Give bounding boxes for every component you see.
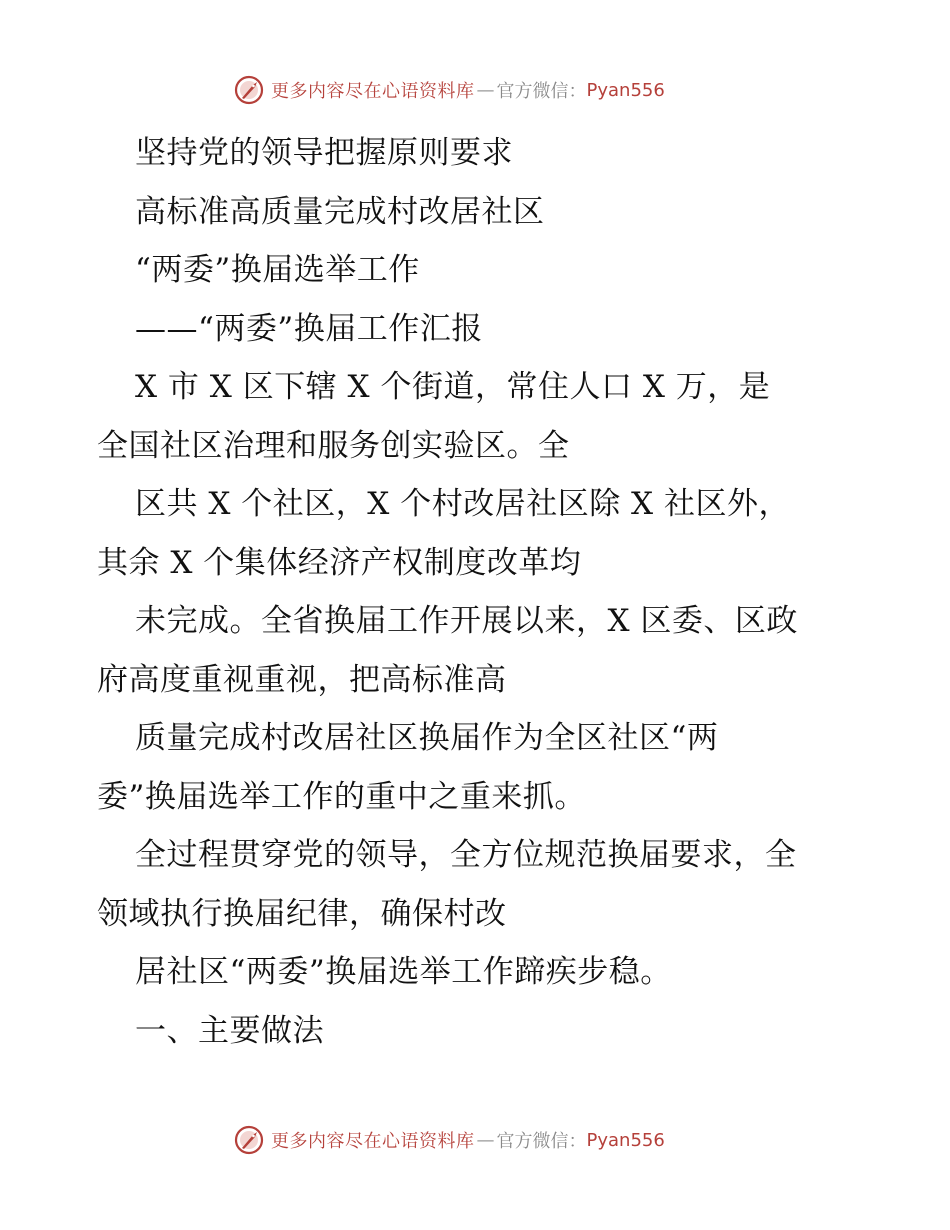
paragraph-line: 未完成。全省换届工作开展以来，X 区委、区政 bbox=[135, 603, 798, 639]
pen-nib-circle-icon bbox=[233, 1124, 265, 1156]
title-line-2: 高标准高质量完成村改居社区 bbox=[135, 193, 545, 230]
paragraph-line: 其余 X 个集体经济产权制度改革均 bbox=[97, 544, 582, 581]
paragraph-line: 领域执行换届纪律，确保村改 bbox=[97, 895, 507, 932]
paragraph-line: 府高度重视重视，把高标准高 bbox=[97, 661, 507, 698]
subtitle-line: ——“两委”换届工作汇报 bbox=[135, 310, 483, 347]
paragraph-line: 全过程贯穿党的领导，全方位规范换届要求，全 bbox=[135, 837, 797, 873]
paragraph-line: 居社区“两委”换届选举工作蹄疾步稳。 bbox=[135, 954, 672, 990]
paragraph-line: X 市 X 区下辖 X 个街道，常住人口 X 万，是 bbox=[135, 369, 771, 405]
watermark-account: Pyan556 bbox=[586, 1129, 665, 1151]
title-line-1: 坚持党的领导把握原则要求 bbox=[135, 135, 513, 171]
paragraph-line: 委”换届选举工作的重中之重来抓。 bbox=[97, 778, 586, 815]
watermark-dash: — bbox=[476, 79, 495, 101]
watermark-official-label: 官方微信： bbox=[496, 1131, 587, 1152]
title-line-3: “两委”换届选举工作 bbox=[135, 252, 420, 288]
watermark-account: Pyan556 bbox=[586, 79, 665, 101]
section-heading: 一、主要做法 bbox=[135, 1012, 324, 1049]
watermark-main-text: 更多内容尽在心语资料库 bbox=[271, 1131, 475, 1152]
watermark-dash: — bbox=[476, 1129, 495, 1151]
document-body bbox=[97, 124, 857, 1060]
footer-watermark bbox=[233, 1122, 665, 1158]
pen-nib-circle-icon bbox=[233, 74, 265, 106]
paragraph-line: 质量完成村改居社区换届作为全区社区“两 bbox=[135, 720, 719, 756]
paragraph-line: 区共 X 个社区，X 个村改居社区除 X 社区外， bbox=[135, 486, 790, 522]
paragraph-line: 全国社区治理和服务创实验区。全 bbox=[97, 427, 570, 464]
watermark-official-label: 官方微信： bbox=[496, 81, 587, 102]
header-watermark bbox=[233, 72, 665, 108]
watermark-main-text: 更多内容尽在心语资料库 bbox=[271, 81, 475, 102]
